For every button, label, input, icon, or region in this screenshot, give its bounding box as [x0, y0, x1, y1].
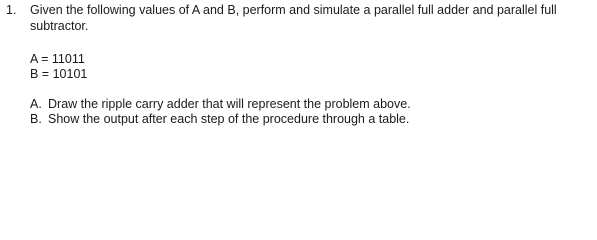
- task-text-a: Draw the ripple carry adder that will represent the problem above.: [48, 97, 411, 111]
- question-text-line-1: Given the following values of A and B, perform and simulate a parallel full adder and parallel full: [30, 3, 557, 17]
- task-marker-a: A.: [30, 97, 42, 111]
- task-list: [30, 97, 411, 127]
- given-values: [30, 52, 87, 82]
- value-b: B = 10101: [30, 67, 88, 81]
- question-number: 1.: [6, 3, 17, 17]
- task-item-b: [30, 112, 411, 126]
- question-text: [30, 3, 590, 33]
- task-text-b: Show the output after each step of the procedure through a table.: [48, 112, 410, 126]
- value-a: A = 11011: [30, 52, 85, 66]
- task-marker-b: B.: [30, 112, 42, 126]
- task-item-a: [30, 97, 411, 111]
- question-text-line-2: subtractor.: [30, 19, 89, 33]
